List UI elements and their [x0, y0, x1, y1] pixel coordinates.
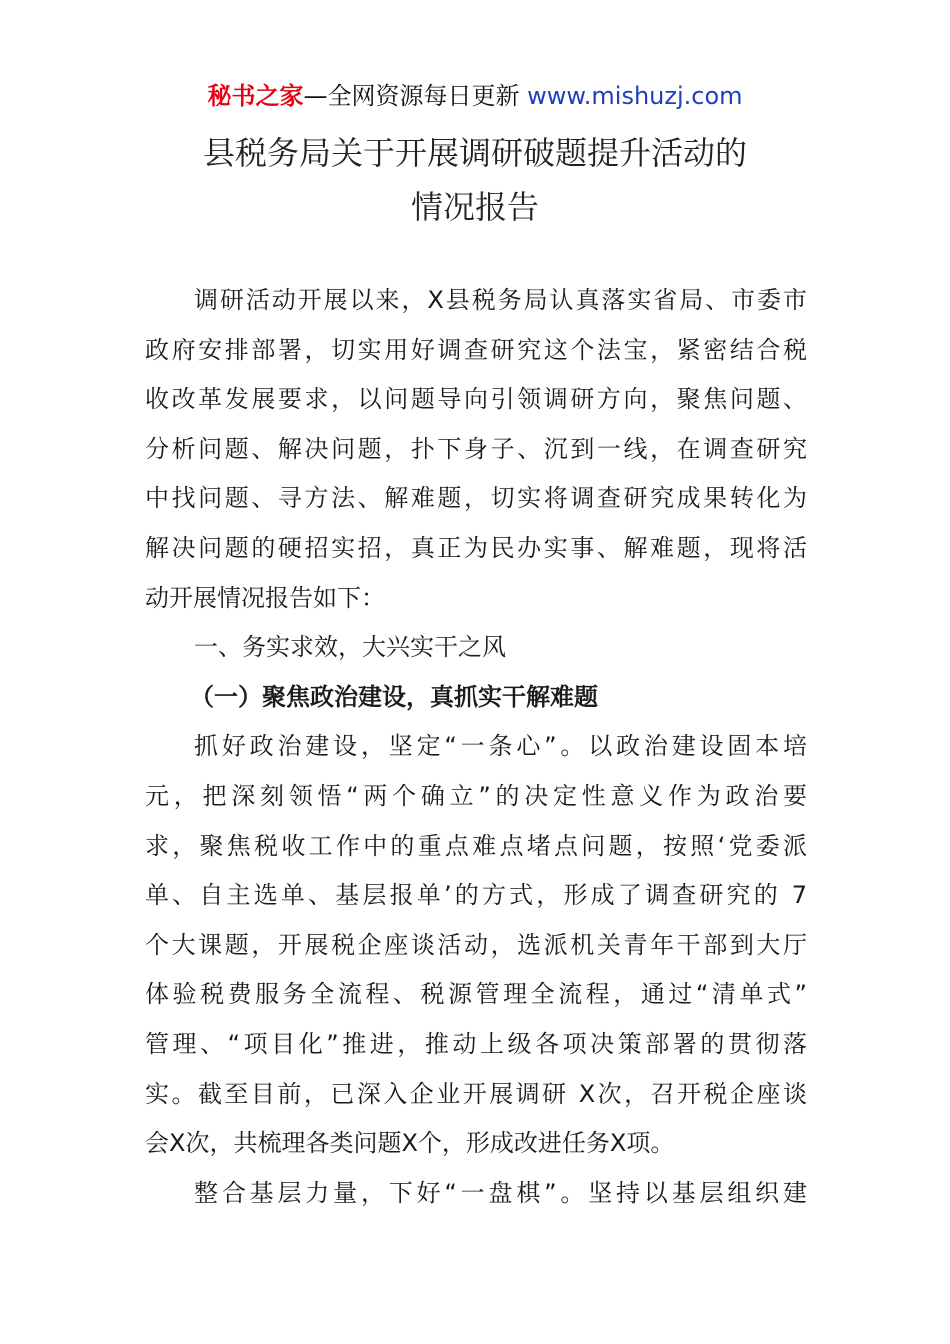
- site-url-link[interactable]: www.mishuzj.com: [527, 82, 743, 110]
- paragraph-line: 分析问题、解决问题，扑下身子、沉到一线，在调查研究: [145, 434, 807, 463]
- subsection-heading: （一）聚焦政治建设，真抓实干解难题: [190, 682, 598, 711]
- section-heading: 一、务实求效，大兴实干之风: [194, 633, 506, 662]
- paragraph-line: 管理、“项目化”推进，推动上级各项决策部署的贯彻落: [145, 1029, 807, 1058]
- paragraph-line: 收改革发展要求，以问题导向引领调研方向，聚焦问题、: [145, 385, 807, 414]
- site-tagline: —全网资源每日更新: [303, 82, 528, 110]
- paragraph-line: 元，把深刻领悟“两个确立”的决定性意义作为政治要: [145, 781, 807, 810]
- paragraph-line: 调研活动开展以来，X县税务局认真落实省局、市委市: [194, 286, 807, 314]
- paragraph-line: 求，聚焦税收工作中的重点难点堵点问题，按照‘党委派: [145, 831, 807, 860]
- title-line-2: 情况报告: [410, 188, 539, 226]
- paragraph-line: 会X次，共梳理各类问题X个，形成改进任务X项。: [145, 1129, 675, 1158]
- paragraph-line: 政府安排部署，切实用好调查研究这个法宝，紧密结合税: [145, 335, 807, 364]
- site-header: [0, 80, 950, 112]
- document-title: [0, 126, 950, 234]
- document-body: [145, 276, 807, 1218]
- paragraph-line: 解决问题的硬招实招，真正为民办实事、解难题，现将活: [145, 533, 807, 562]
- paragraph-line: 动开展情况报告如下：: [145, 583, 385, 612]
- paragraph-line: 中找问题、寻方法、解难题，切实将调查研究成果转化为: [145, 484, 807, 513]
- paragraph-line: 体验税费服务全流程、税源管理全流程，通过“清单式”: [145, 980, 807, 1009]
- site-brand: 秘书之家: [207, 82, 304, 110]
- paragraph-line: 单、自主选单、基层报单’的方式，形成了调查研究的 7: [145, 881, 807, 910]
- paragraph-line: 个大课题，开展税企座谈活动，选派机关青年干部到大厅: [145, 930, 807, 959]
- paragraph-line: 实。截至目前，已深入企业开展调研 X次，召开税企座谈: [145, 1079, 807, 1108]
- title-line-1: 县税务局关于开展调研破题提升活动的: [202, 134, 747, 172]
- paragraph-line: 抓好政治建设，坚定“一条心”。以政治建设固本培: [194, 732, 807, 761]
- paragraph-line: 整合基层力量，下好“一盘棋”。坚持以基层组织建: [194, 1178, 807, 1207]
